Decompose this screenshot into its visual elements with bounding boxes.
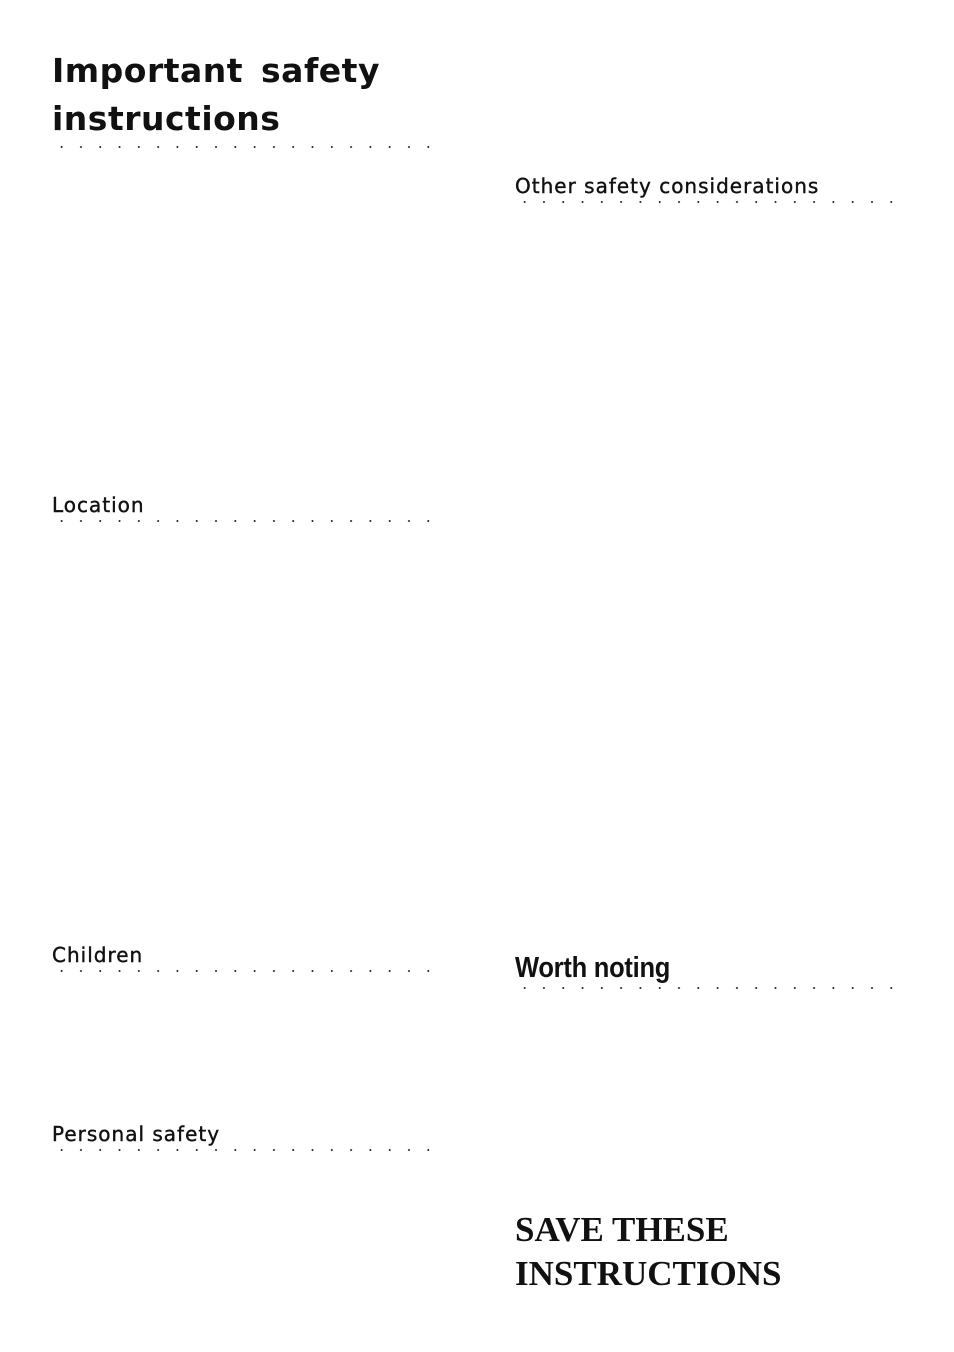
save-instructions-section <box>515 1208 901 1296</box>
page-title <box>52 47 438 143</box>
save-instructions-line-2: INSTRUCTIONS <box>515 1254 782 1293</box>
children-heading: Children <box>52 943 144 967</box>
other-safety-section <box>515 174 901 203</box>
dotted-divider <box>52 520 438 522</box>
personal-safety-section <box>52 1122 438 1151</box>
location-heading: Location <box>52 493 145 517</box>
page-title-line-1: Important safety <box>52 51 380 90</box>
worth-noting-section <box>515 951 901 989</box>
children-section <box>52 943 438 972</box>
save-instructions-line-1: SAVE THESE <box>515 1210 729 1249</box>
dotted-divider <box>52 146 438 148</box>
important-safety-section <box>52 47 438 148</box>
dotted-divider <box>52 970 438 972</box>
dotted-divider <box>515 201 901 203</box>
location-section <box>52 493 438 522</box>
page-title-line-2: instructions <box>52 99 281 138</box>
worth-noting-heading: Worth noting <box>515 952 671 984</box>
save-instructions-text <box>515 1208 901 1296</box>
other-safety-heading: Other safety considerations <box>515 174 820 198</box>
dotted-divider <box>515 987 901 989</box>
personal-safety-heading: Personal safety <box>52 1122 221 1146</box>
dotted-divider <box>52 1149 438 1151</box>
